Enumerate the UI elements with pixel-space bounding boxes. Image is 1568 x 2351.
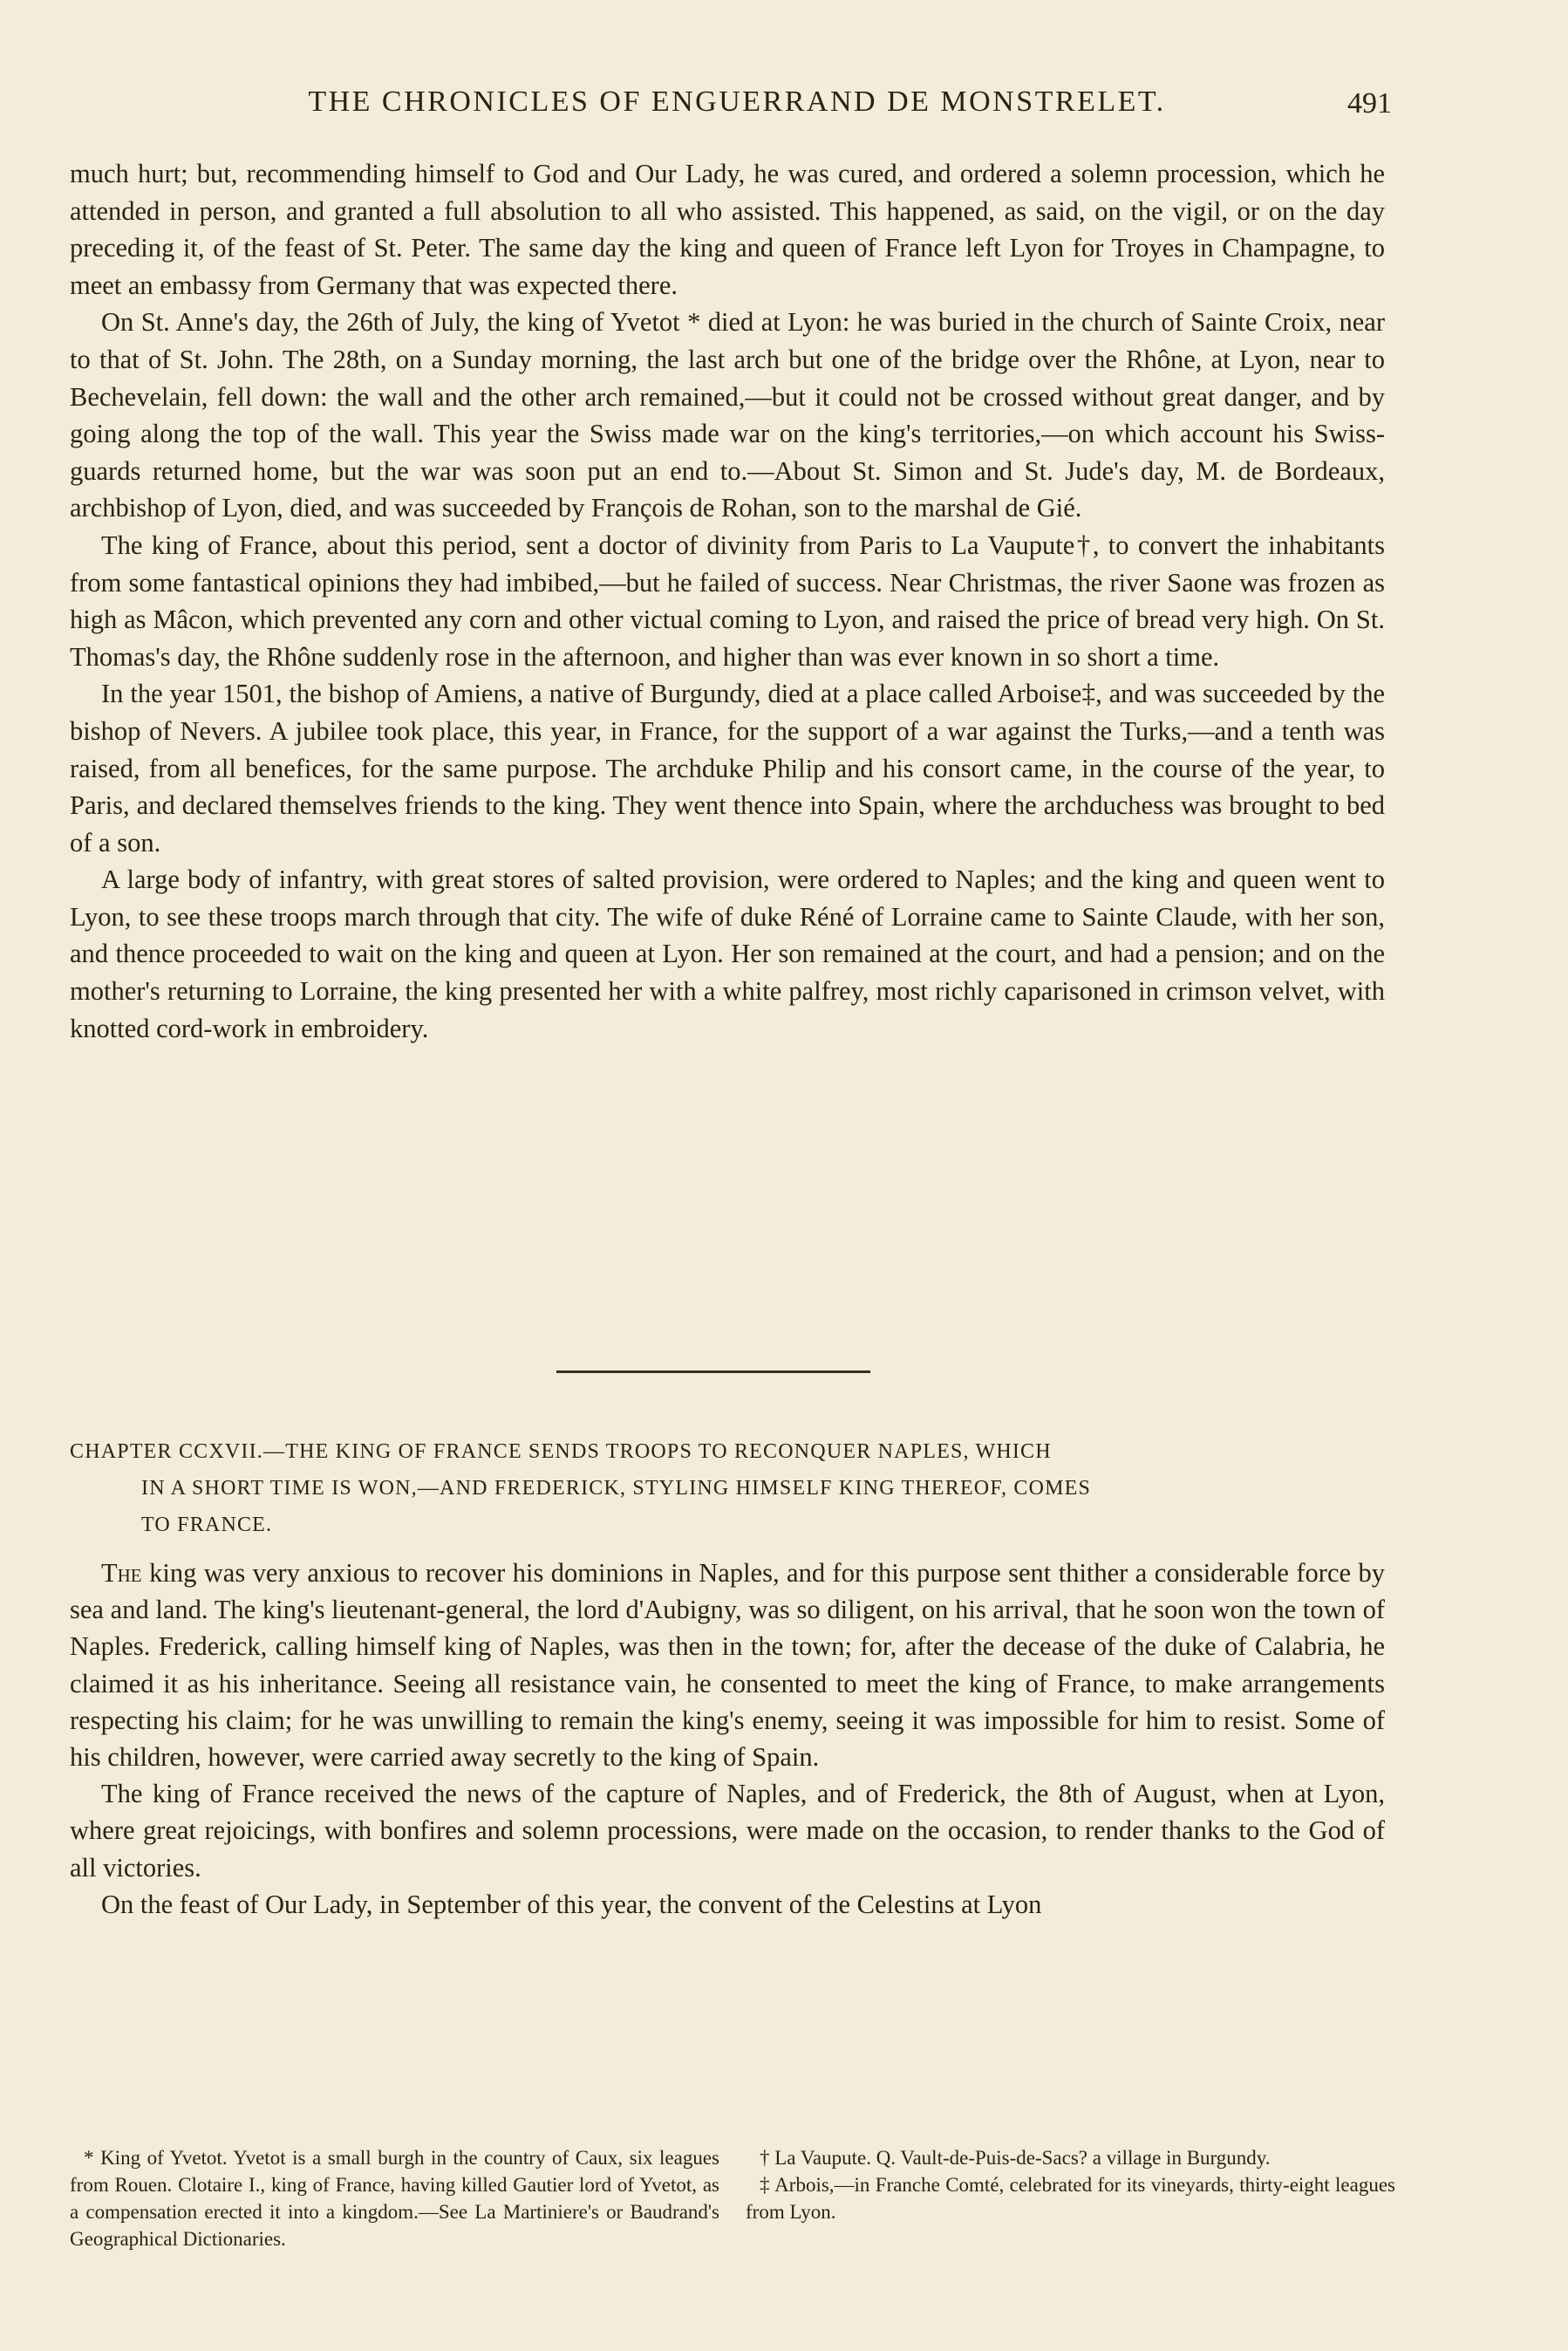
paragraph: The king of France received the news of the capture of Naples, and of Frederick, the 8th of August, when at Lyon, where great rejoicings, with bonfires and solemn processions, were made on the occasion, to render thanks to the God of all victories. bbox=[70, 1779, 1385, 1883]
footnotes bbox=[70, 2144, 1395, 2252]
paragraph: The king of France, about this period, sent a doctor of divinity from Paris to La Vaupute†, to convert the inhabitants from some fantastical opinions they had imbibed,—but he failed of success. Near Christmas, the river Saone was frozen as high as Mâcon, which prevented any corn and other victual coming to Lyon, and raised the price of bread very high. On St. Thomas's day, the Rhône suddenly rose in the afternoon, and higher than was ever known in so short a time. bbox=[70, 530, 1385, 672]
paragraph: On St. Anne's day, the 26th of July, the king of Yvetot * died at Lyon: he was buried in the church of Sainte Croix, near to that of St. John. The 28th, on a Sunday morning, the last arch but one of the bridge over the Rhône, at Lyon, near to Bechevelain, fell down: the wall and the other arch remained,—but it could not be crossed without great danger, and by going along the top of the wall. This year the Swiss made war on the king's territories,—on which account his Swiss-guards returned home, but the war was soon put an end to.—About St. Simon and St. Jude's day, M. de Bordeaux, archbishop of Lyon, died, and was succeeded by François de Rohan, son to the marshal de Gié. bbox=[70, 307, 1385, 523]
page-number: 491 bbox=[1347, 87, 1392, 120]
paragraph bbox=[70, 1555, 1385, 1775]
chapter-heading bbox=[70, 1433, 1385, 1543]
footnote-column-left bbox=[70, 2144, 719, 2252]
footnote-column-right bbox=[746, 2144, 1395, 2252]
chapter-heading-line: TO FRANCE. bbox=[141, 1514, 273, 1536]
footnote-star: * King of Yvetot. Yvetot is a small burgh in the country of Caux, six leagues from Rouen. Clotaire I., king of France, having killed Gautier lord of Yvetot, as a compensation erected it into a kingdom.—See La Martiniere's or Baudrand's Geographical Dictionaries. bbox=[70, 2147, 719, 2250]
paragraph: much hurt; but, recommending himself to God and Our Lady, he was cured, and ordered a solemn procession, which he attended in person, and granted a full absolution to all who assisted. This happened, as said, on the vigil, or on the day preceding it, of the feast of St. Peter. The same day the king and queen of France left Lyon for Troyes in Champagne, to meet an embassy from Germany that was expected there. bbox=[70, 159, 1385, 300]
page-header bbox=[70, 85, 1404, 138]
paragraph: On the feast of Our Lady, in September of this year, the convent of the Celestins at Lyon bbox=[101, 1889, 1042, 1919]
chapter-heading-line: IN A SHORT TIME IS WON,—AND FREDERICK, STYLING HIMSELF KING THEREOF, COMES bbox=[141, 1477, 1092, 1500]
running-title: THE CHRONICLES OF ENGUERRAND DE MONSTRELET. bbox=[308, 85, 1166, 118]
chapter-heading-line: CHAPTER CCXVII.—THE KING OF FRANCE SENDS TROOPS TO RECONQUER NAPLES, WHICH bbox=[70, 1440, 1052, 1463]
paragraph-text: king was very anxious to recover his dominions in Naples, and for this purpose sent thither a considerable force by sea and land. The king's lieutenant-general, the lord d'Aubigny, was so diligent, on his arrival, that he soon won the town of Naples. Frederick, calling himself king of Naples, was then in the town; for, after the decease of the duke of Calabria, he claimed it as his inheritance. Seeing all resistance vain, he consented to meet the king of France, to make arrangements respecting his claim; for he was unwilling to remain the king's enemy, seeing it was impossible for him to resist. Some of his children, however, were carried away secretly to the king of Spain. bbox=[70, 1558, 1385, 1773]
body-text-part1 bbox=[70, 155, 1385, 1047]
paragraph-lead: The bbox=[101, 1558, 142, 1588]
paragraph: A large body of infantry, with great stores of salted provision, were ordered to Naples; and the king and queen went to Lyon, to see these troops march through that city. The wife of duke Réné of Lorraine came to Sainte Claude, with her son, and thence proceeded to wait on the king and queen at Lyon. Her son remained at the court, and had a pension; and on the mother's returning to Lorraine, the king presented her with a white palfrey, most richly caparisoned in crimson velvet, with knotted cord-work in embroidery. bbox=[70, 865, 1385, 1043]
section-divider bbox=[556, 1370, 870, 1373]
body-text-part2 bbox=[70, 1555, 1385, 1923]
footnote-dagger: † La Vaupute. Q. Vault-de-Puis-de-Sacs? a village in Burgundy. bbox=[760, 2147, 1271, 2169]
paragraph: In the year 1501, the bishop of Amiens, a native of Burgundy, died at a place called Arboise‡, and was succeeded by the bishop of Nevers. A jubilee took place, this year, in France, for the support of a war against the Turks,—and a tenth was raised, from all benefices, for the same purpose. The archduke Philip and his consort came, in the course of the year, to Paris, and declared themselves friends to the king. They went thence into Spain, where the archduchess was brought to bed of a son. bbox=[70, 679, 1385, 858]
footnote-double-dagger: ‡ Arbois,—in Franche Comté, celebrated for its vineyards, thirty-eight leagues from Lyon. bbox=[746, 2174, 1395, 2223]
